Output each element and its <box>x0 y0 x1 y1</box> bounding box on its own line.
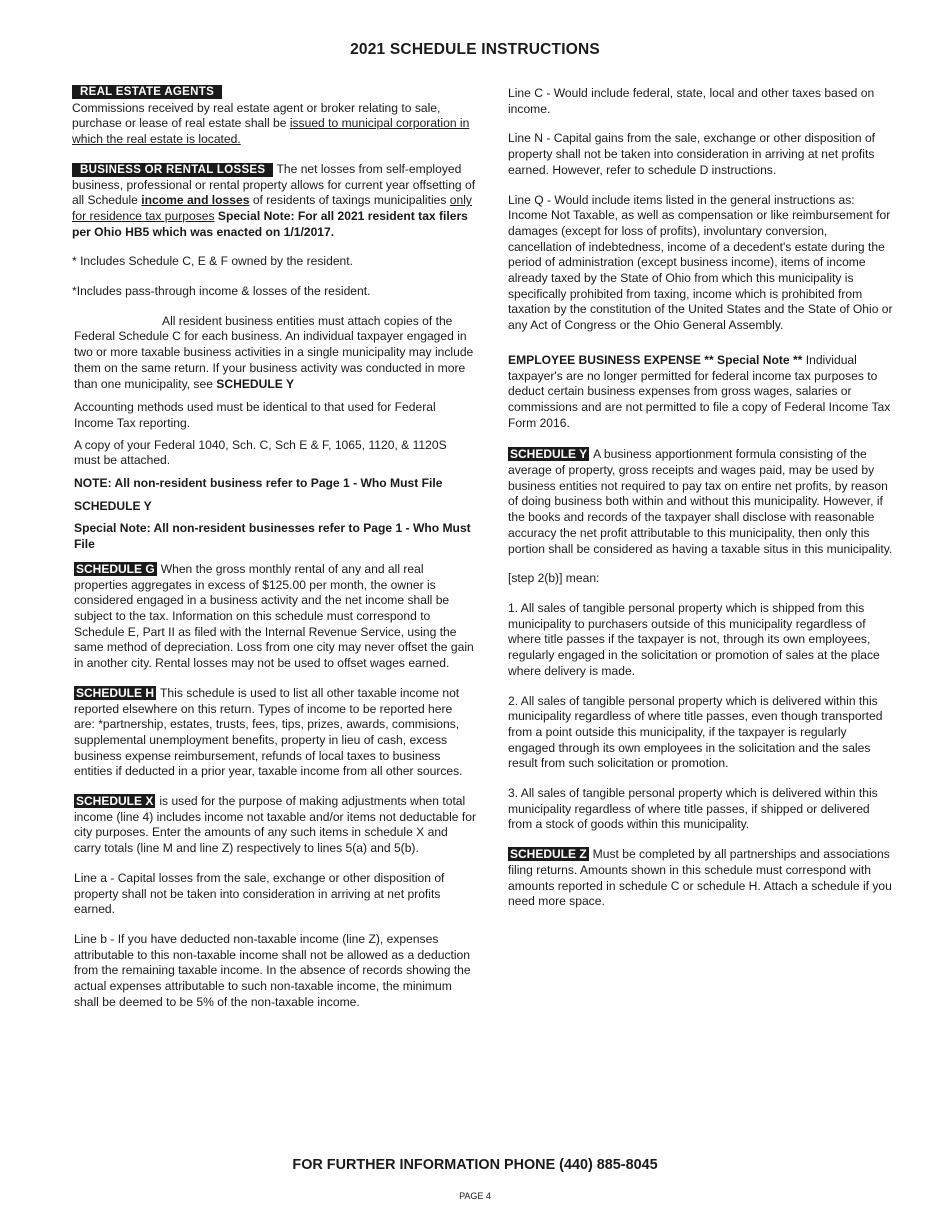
step-label: [step 2(b)] mean: <box>508 571 600 586</box>
line-q-paragraph: Line Q - Would include items listed in the general instructions as: Income Not Taxable, as well as compensation or like reimbursement for damages (except for loss of profits), involuntary conversion, cancellation of indebtedness, income of a decedent's estate during the period of administration (except business income), items of income already taxed by the State of Ohio from which this municipality is specifically prohibited from taxing, income which is prohibited from taxation by the constitution of the United States and the State of Ohio or any Act of Congress or the Ohio General Assembly. <box>508 192 893 333</box>
sales-item-2: 2. All sales of tangible personal property which is delivered within this municipality regardless of where title passes, even though transported from a point outside this municipality, if the taxpayer is regularly engaged through its own employees in the solicitation and the sales result from such solicitation or promotion. <box>508 693 883 771</box>
employee-expense-text: Individual taxpayer's are no longer permitted for federal income tax purposes to deduct certain business expenses from gross wages, salaries or commissions and are not permitted to file a copy of Federal Income Tax Form 2016. <box>508 352 891 430</box>
schedule-g-text: When the gross monthly rental of any and all real properties aggregates in excess of $125.00 per month, the owner is considered engaged in a business activity and the net income shall be subject to the tax. Information on this schedule must correspond to Schedule E, Part II as filed with the Internal Revenue Service, using the same method of depreciation. Loss from one city may never offset the gain in another city. Rental losses may not be used to offset wages earned. <box>74 561 474 671</box>
copy-paragraph: A copy of your Federal 1040, Sch. C, Sch E & F, 1065, 1120, & 1120S must be attached. <box>74 437 447 468</box>
business-losses-bold-underline: income and losses <box>141 193 250 208</box>
schedule-z-paragraph <box>508 847 894 910</box>
nonresident-note: NOTE: All non-resident business refer to Page 1 - Who Must File <box>74 476 443 491</box>
page-number: PAGE 4 <box>459 1191 491 1201</box>
business-losses-special-note: Special Note: For all 2021 resident tax filers per Ohio HB5 which was enacted on 1/1/2017. <box>72 208 468 239</box>
entities-text: All resident business entities must attach copies of the Federal Schedule C for each business. An individual taxpayer engaged in two or more taxable business activities in a single municipality may include them on the same return. If your business activity was conducted in more than one municipality, see <box>74 313 474 391</box>
business-losses-text1: The net losses from self-employed business, professional or rental property allows for current year offsetting of all Schedule <box>72 161 476 208</box>
line-n-paragraph: Line N - Capital gains from the sale, exchange or other disposition of property shall not be taken into consideration in arriving at net profits earned. However, refer to schedule D instructions. <box>508 131 876 177</box>
schedule-x-header: SCHEDULE X <box>76 794 154 809</box>
line-b-paragraph: Line b - If you have deducted non-taxable income (line Z), expenses attributable to this non-taxable income shall not be allowed as a deduction from the remaining taxable income. In the absence of records showing the actual expenses attributable to such non-taxable income, the minimum shall be deemed to be 5% of the non-taxable income. <box>74 931 471 1009</box>
footer-phone: FOR FURTHER INFORMATION PHONE (440) 885-8045 <box>292 1157 658 1173</box>
line-a-paragraph: Line a - Capital losses from the sale, exchange or other disposition of property shall not be taken into consideration in arriving at net profits earned. <box>74 870 445 917</box>
employee-expense-paragraph <box>508 353 894 432</box>
business-losses-section <box>72 162 476 241</box>
real-estate-text: Commissions received by real estate agent or broker relating to sale, purchase or lease of real estate shall be <box>72 100 441 131</box>
entities-see-schedule-y: SCHEDULE Y <box>216 376 295 391</box>
schedule-h-paragraph <box>72 686 476 780</box>
special-note-nonresident: Special Note: All non-resident businesses refer to Page 1 - Who Must File <box>74 521 471 552</box>
schedule-g-paragraph <box>72 562 476 672</box>
business-losses-text2: of residents of taxings municipalities <box>249 193 450 208</box>
employee-expense-bold: EMPLOYEE BUSINESS EXPENSE ** Special Note ** <box>508 352 803 367</box>
schedule-h-header: SCHEDULE H <box>76 685 155 700</box>
schedule-y-header: SCHEDULE Y <box>510 447 588 462</box>
right-column <box>508 86 894 910</box>
real-estate-section <box>72 84 476 148</box>
business-losses-underlined: only for residence tax purposes <box>72 193 472 223</box>
schedule-x-paragraph <box>72 794 476 857</box>
real-estate-underlined: issued to municipal corporation in which the real estate is located. <box>72 116 470 147</box>
entities-paragraph <box>72 314 476 393</box>
schedule-y-paragraph <box>508 447 894 557</box>
schedule-x-text: is used for the purpose of making adjustments when total income (line 4) includes income not taxable and/or items not deductable for city purposes. Enter the amounts of any such items in schedule X and carry totals (line M and line Z) respectively to lines 5(a) and 5(b). <box>74 794 477 856</box>
line-c-paragraph: Line C - Would include federal, state, local and other taxes based on income. <box>508 86 875 116</box>
schedule-z-header: SCHEDULE Z <box>510 847 587 862</box>
schedule-g-header: SCHEDULE G <box>76 561 155 576</box>
page-title: 2021 SCHEDULE INSTRUCTIONS <box>350 41 600 58</box>
sales-item-1: 1. All sales of tangible personal property which is shipped from this municipality to purchasers outside of this municipality regardless of where title passes if the taxpayer is not, through its own employees, regularly engaged in the solicitation or promotion of sales at the place where delivery is made. <box>508 600 880 678</box>
left-column <box>72 84 476 1010</box>
schedule-z-text: Must be completed by all partnerships and associations filing returns. Amounts shown in this schedule must correspond with amounts reported in schedule C or schedule H. Attach a schedule if you need more space. <box>508 847 892 909</box>
business-losses-header: BUSINESS OR RENTAL LOSSES <box>72 163 273 177</box>
accounting-paragraph: Accounting methods used must be identical to that used for Federal Income Tax reporting. <box>74 400 436 430</box>
includes-note-2: *Includes pass-through income & losses of the resident. <box>72 284 371 299</box>
schedule-y-label: SCHEDULE Y <box>74 498 152 513</box>
real-estate-header: REAL ESTATE AGENTS <box>72 85 222 99</box>
sales-item-3: 3. All sales of tangible personal property which is delivered within this municipality regardless of where title passes, if shipped or delivered from a stock of goods within this municipality. <box>508 786 878 832</box>
includes-note-1: * Includes Schedule C, E & F owned by the resident. <box>72 254 354 269</box>
schedule-h-text: This schedule is used to list all other taxable income not reported elsewhere on this return. Types of income to be reported here are: *partnership, estates, trusts, fees, tips, prizes, awards, commisions, supplemental unemployment benefits, property in lieu of cash, excess business expense reimbursement, refunds of local taxes to business entities if deducted in a prior year, taxable income from all other sources. <box>74 685 463 779</box>
schedule-y-text: A business apportionment formula consisting of the average of property, gross receipts and wages paid, may be used by business entities not required to pay tax on entire net profits, by reason of doing business both within and without this municipality. However, if the books and records of the taxpayer shall disclose with reasonable accuracy the net profit attributable to this municipality, then only this portion shall be considered as having a taxable situs in this municipality. <box>508 447 893 556</box>
